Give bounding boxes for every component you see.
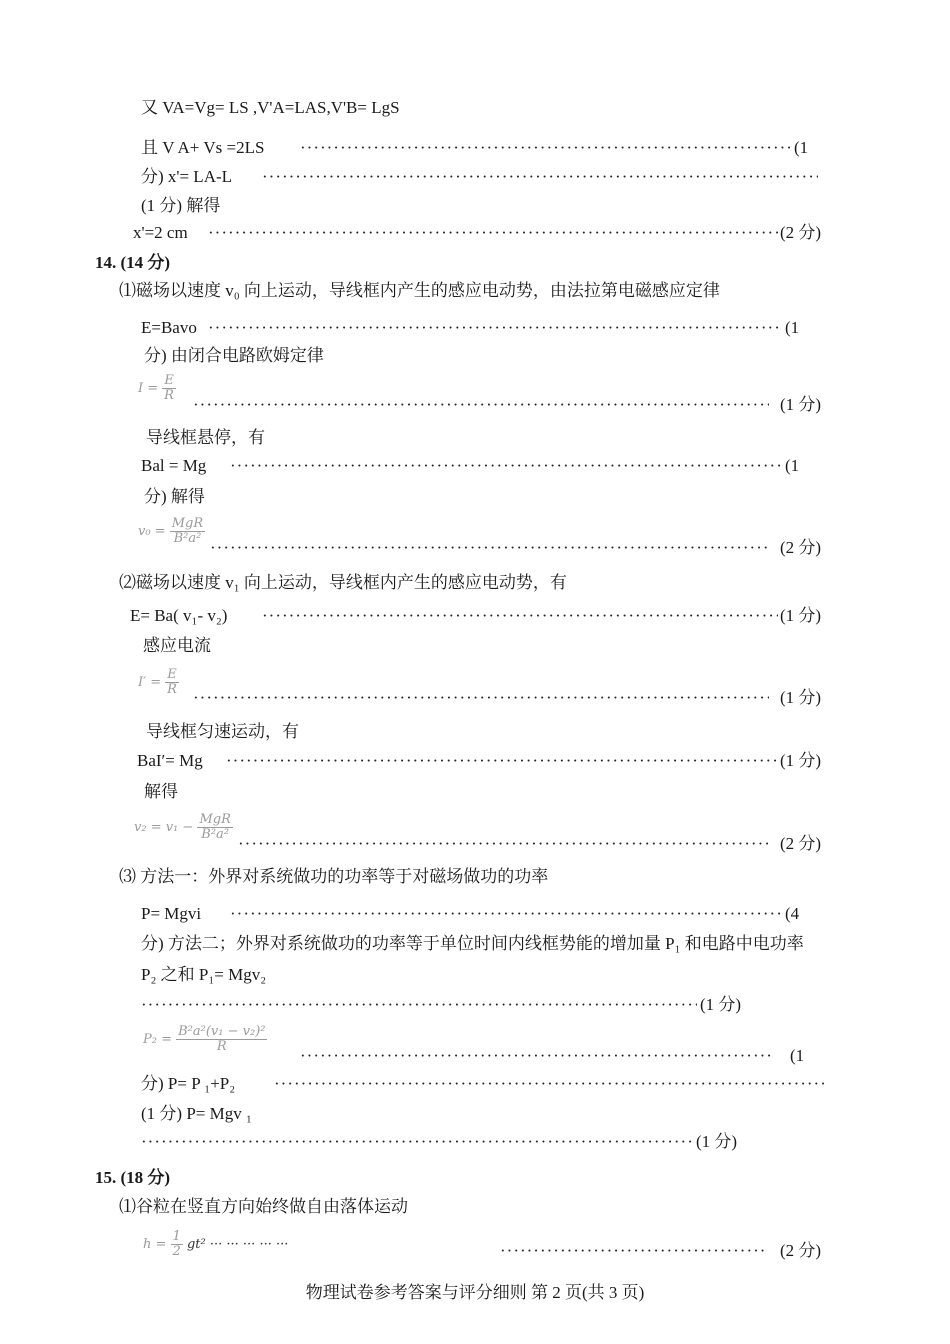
dot-leader [300,1045,774,1067]
score: (1 [785,318,800,337]
dot-leader [193,687,769,709]
dot-leader [226,750,778,772]
dot-leader [210,537,768,559]
dot-leader [230,455,782,477]
score: (1 分) [780,395,822,414]
score: (4 [785,904,800,923]
q14-balance2-eq: BaI′= Mg [137,751,203,770]
score: (1 分) [780,751,822,770]
line-volume-sum: 且 V A+ Vs =2LS [141,138,265,157]
q14-emf2-eq: E= Ba( v₁- v₂) [130,606,228,625]
score: (2 分) [780,1241,822,1260]
dot-leader [193,394,769,416]
q14-uniform-text: 导线框匀速运动，有 [146,722,299,741]
formula-current: I = $\frac{E}{R}$ [138,373,174,403]
formula-height: h = $\frac{1}{2}$ gt² ··· ··· ··· ··· ··· [143,1229,289,1259]
q14-solve: 分) 解得 [144,487,205,506]
formula-current2: I′ = $\frac{E}{R}$ [138,667,177,697]
line-volumes: 又 VA=Vg= LS ,V'A=LAS,V'B= LgS [141,98,400,117]
dot-leader [262,605,778,627]
q14-balance-eq: Bal = Mg [141,456,207,475]
line-x-prime: 分) x'= LA-L [141,167,233,186]
q14-part3-intro: ⑶ 方法一：外界对系统做功的功率等于对磁场做功的功率 [119,867,549,886]
score: (1 [785,456,800,475]
dot-leader [274,1073,826,1095]
q14-ohm-intro: 分) 由闭合电路欧姆定律 [144,346,324,365]
score: (1 [794,138,809,157]
q14-part1-intro: ⑴磁场以速度 v₀ 向上运动，导线框内产生的感应电动势，由法拉第电磁感应定律 [119,281,720,300]
formula-v0: v₀ = MgR B²a² [138,516,204,546]
formula-v2: v₂ = v₁ − MgR B²a² [134,812,231,842]
dot-leader [141,1131,693,1153]
question-14-heading: 14. (14 分) [95,253,171,272]
dot-leader [230,903,782,925]
q14-induced-current: 感应电流 [143,636,211,655]
score: (1 分) [780,606,822,625]
q14-power-eq: P= Mgvi [141,904,202,923]
q14-method2: 分) 方法二；外界对系统做功的功率等于单位时间内线框势能的增加量 P₁ 和电路中电功率 [141,934,804,953]
q14-hover-text: 导线框悬停，有 [146,428,265,447]
line-solve: (1 分) 解得 [141,196,221,215]
line-x-result: x'=2 cm [133,223,188,242]
score: (1 分) [696,1132,738,1151]
dot-leader [300,137,790,159]
score: (2 分) [780,223,822,242]
q15-part1-intro: ⑴谷粒在竖直方向始终做自由落体运动 [119,1197,408,1216]
q14-solve2: 解得 [144,782,178,801]
score: (1 分) [700,995,742,1014]
score: (2 分) [780,834,822,853]
q14-p1-eq: P₂ 之和 P₁= Mgv₂ [141,965,267,984]
dot-leader [238,833,768,855]
page-footer: 物理试卷参考答案与评分细则 第 2 页(共 3 页) [305,1283,645,1302]
q14-part2-intro: ⑵磁场以速度 v₁ 向上运动，导线框内产生的感应电动势，有 [119,573,567,592]
dot-leader [208,222,778,244]
dot-leader [500,1240,768,1262]
question-15-heading: 15. (18 分) [95,1168,171,1187]
dot-leader [141,994,697,1016]
formula-p2: P₂ = $\frac{\text{B²a²(v₁ − v₂)²}}{R}$ [143,1024,266,1054]
dot-leader [208,317,782,339]
dot-leader [262,166,818,188]
q14-emf-eq: E=Bavo [141,318,197,337]
score: (2 分) [780,538,822,557]
q14-power-final: (1 分) P= Mgv ₁ [141,1104,252,1123]
q14-power-sum: 分) P= P ₁+P₂ [141,1074,236,1093]
score: (1 分) [780,688,822,707]
score: (1 [790,1046,805,1065]
